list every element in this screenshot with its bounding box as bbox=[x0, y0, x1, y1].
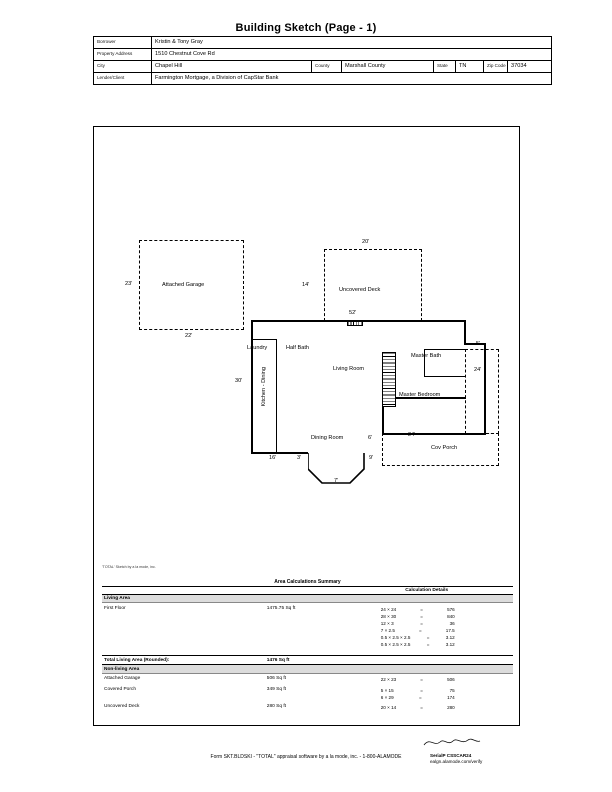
detail-line bbox=[381, 694, 455, 701]
detail-eq: = bbox=[420, 613, 423, 619]
uncovered-deck-label: Uncovered Deck bbox=[339, 287, 381, 293]
lender-value: Farmington Mortgage, a Division of CapStar Bank bbox=[152, 73, 552, 85]
detail-result: 36 bbox=[449, 620, 455, 626]
detail-expr: 5 × 15 bbox=[380, 687, 394, 693]
city-value: Chapel Hill bbox=[152, 61, 312, 73]
county-value: Marshall County bbox=[342, 61, 434, 73]
calc-row-name: Uncovered Deck bbox=[104, 704, 140, 710]
dim-garage-bottom: 22' bbox=[185, 333, 193, 339]
uncovered-deck-shape bbox=[324, 249, 422, 321]
calc-row-area: 1475.75 Sq ft bbox=[266, 605, 296, 611]
calc-row-attached-garage bbox=[102, 674, 513, 685]
detail-expr: 0.5 × 2.5 × 2.5 bbox=[380, 642, 411, 648]
main-wall-right-upper bbox=[464, 320, 466, 345]
master-bath-label: Master Bath bbox=[411, 353, 442, 359]
detail-line bbox=[381, 620, 455, 627]
calc-section-non-living: Non-living Area bbox=[102, 665, 513, 673]
table-row bbox=[94, 49, 552, 61]
detail-line bbox=[381, 613, 455, 620]
dim-bay-left: 3' bbox=[297, 455, 302, 461]
detail-result: 3.12 bbox=[445, 642, 455, 648]
area-calculations-summary bbox=[102, 579, 513, 712]
dining-room-label: Dining Room bbox=[311, 435, 344, 441]
county-label: County bbox=[312, 61, 342, 73]
calc-row-uncovered-deck bbox=[102, 702, 513, 713]
total-living-area-row bbox=[102, 655, 513, 665]
detail-result: 506 bbox=[447, 677, 455, 683]
zip-label: Zip Code bbox=[484, 61, 508, 73]
kitchen-dining-label: Kitchen - Dining bbox=[261, 367, 267, 407]
calc-row-details bbox=[381, 676, 511, 683]
lender-label: Lender/Client bbox=[94, 73, 152, 85]
dim-right-side: 24' bbox=[474, 367, 482, 373]
detail-expr: 6 × 29 bbox=[380, 694, 394, 700]
calc-row-covered-porch bbox=[102, 684, 513, 702]
borrower-value: Kristin & Tony Gray bbox=[152, 37, 552, 49]
calc-row-first-floor bbox=[102, 603, 513, 649]
detail-expr: 7 × 2.5 bbox=[380, 628, 395, 634]
detail-eq: = bbox=[419, 694, 422, 700]
half-bath-label: Half Bath bbox=[286, 345, 310, 351]
dim-right-small: 5' bbox=[476, 341, 481, 347]
interior-wall-masterbath-top bbox=[424, 349, 465, 350]
detail-result: 840 bbox=[447, 613, 455, 619]
detail-result: 576 bbox=[447, 606, 455, 612]
detail-result: 174 bbox=[447, 694, 455, 700]
dim-porch-left: 6' bbox=[368, 435, 373, 441]
detail-line bbox=[381, 704, 455, 711]
laundry-label: Laundry bbox=[247, 345, 268, 351]
dim-main-top: 52' bbox=[349, 310, 357, 316]
dim-porch-top: 24' bbox=[408, 432, 416, 438]
calc-section-living-area: Living Area bbox=[102, 595, 513, 603]
detail-result: 75 bbox=[449, 687, 455, 693]
detail-line bbox=[381, 676, 455, 683]
calc-col-left bbox=[102, 588, 340, 593]
master-bedroom-label: Master Bedroom bbox=[399, 392, 441, 398]
detail-eq: = bbox=[426, 635, 430, 641]
main-wall-bottom-left bbox=[251, 452, 308, 454]
detail-expr: 0.5 × 2.5 × 2.5 bbox=[380, 635, 411, 641]
zip-value: 37034 bbox=[508, 61, 552, 73]
detail-line bbox=[381, 627, 455, 634]
calc-col-right: Calculation Details bbox=[405, 588, 449, 593]
calc-header-row bbox=[102, 586, 513, 595]
calc-row-name: Covered Porch bbox=[104, 686, 136, 692]
detail-line bbox=[381, 634, 455, 641]
floorplan-drawing bbox=[94, 127, 521, 567]
deck-step-icon bbox=[347, 321, 363, 326]
detail-expr: 28 × 30 bbox=[380, 613, 397, 619]
property-address-label: Property Address bbox=[94, 49, 152, 61]
detail-expr: 22 × 23 bbox=[380, 677, 397, 683]
attached-garage-label: Attached Garage bbox=[162, 282, 205, 288]
main-wall-left bbox=[251, 320, 253, 454]
detail-result: 3.12 bbox=[445, 635, 455, 641]
state-value: TN bbox=[456, 61, 484, 73]
serial-number: SerialP CSSCAR24 bbox=[430, 753, 472, 758]
detail-eq: = bbox=[420, 606, 423, 612]
detail-expr: 24 × 24 bbox=[380, 606, 397, 612]
calc-row-name: Attached Garage bbox=[104, 676, 141, 682]
total-value: 1476 Sq ft bbox=[266, 657, 290, 663]
sketch-credit: 'TOTAL' Sketch by a la mode, inc. bbox=[102, 565, 156, 569]
detail-eq: = bbox=[420, 677, 423, 683]
detail-line bbox=[381, 687, 455, 694]
calc-row-area: 349 Sq ft bbox=[266, 686, 286, 692]
main-wall-top bbox=[251, 320, 466, 322]
dim-bay-bottom: 7' bbox=[334, 478, 339, 484]
detail-line bbox=[381, 606, 455, 613]
city-label: City bbox=[94, 61, 152, 73]
detail-line bbox=[381, 641, 455, 648]
dim-main-bottom: 16' bbox=[269, 455, 277, 461]
state-label: State bbox=[434, 61, 456, 73]
signature-mark bbox=[422, 735, 482, 749]
calc-row-area: 280 Sq ft bbox=[266, 704, 286, 710]
calc-row-details bbox=[381, 687, 511, 701]
detail-eq: = bbox=[420, 705, 423, 711]
borrower-label: Borrower bbox=[94, 37, 152, 49]
detail-expr: 20 × 14 bbox=[380, 705, 397, 711]
detail-eq: = bbox=[420, 687, 423, 693]
detail-result: 280 bbox=[447, 705, 455, 711]
sketch-container bbox=[93, 126, 520, 726]
cov-porch-label: Cov Porch bbox=[431, 445, 458, 451]
living-room-label: Living Room bbox=[333, 366, 365, 372]
dim-main-left: 30' bbox=[235, 378, 243, 384]
dim-bay-right: 9' bbox=[369, 455, 374, 461]
page-title: Building Sketch (Page - 1) bbox=[235, 22, 377, 34]
total-label: Total Living Area (Rounded): bbox=[104, 657, 170, 663]
table-row bbox=[94, 37, 552, 49]
stairs-icon bbox=[382, 352, 396, 407]
main-wall-notch-top bbox=[464, 343, 486, 345]
dim-garage-left: 23' bbox=[125, 281, 133, 287]
dim-deck-left: 14' bbox=[302, 282, 310, 288]
interior-wall-laundry bbox=[252, 339, 277, 340]
calc-row-details bbox=[381, 704, 511, 711]
dining-bay-shape bbox=[308, 451, 388, 487]
interior-wall-masterbed bbox=[424, 376, 465, 377]
table-row bbox=[94, 73, 552, 85]
calc-row-name: First Floor bbox=[104, 605, 126, 611]
detail-eq: = bbox=[420, 620, 423, 626]
detail-eq: = bbox=[426, 642, 430, 648]
verify-url: ealgn.alamode.com/verify bbox=[430, 759, 483, 765]
property-address-value: 1510 Chestnut Cove Rd bbox=[152, 49, 552, 61]
interior-wall-kitchen bbox=[276, 339, 277, 453]
form-footer-note: Form SKT.BLDSKI - "TOTAL" appraisal software by a la mode, inc. - 1-800-ALAMODE bbox=[210, 754, 402, 760]
calc-row-details bbox=[381, 606, 511, 649]
detail-expr: 12 × 3 bbox=[380, 620, 394, 626]
dim-deck-top: 20' bbox=[362, 239, 370, 245]
calc-heading: Area Calculations Summary bbox=[274, 579, 341, 585]
detail-result: 17.5 bbox=[445, 628, 455, 634]
table-row bbox=[94, 61, 552, 73]
cov-porch-side-shape bbox=[465, 349, 499, 434]
detail-eq: = bbox=[419, 628, 422, 634]
serial-block bbox=[430, 753, 482, 765]
property-info-table bbox=[93, 36, 552, 85]
calc-row-area: 506 Sq ft bbox=[266, 676, 286, 682]
